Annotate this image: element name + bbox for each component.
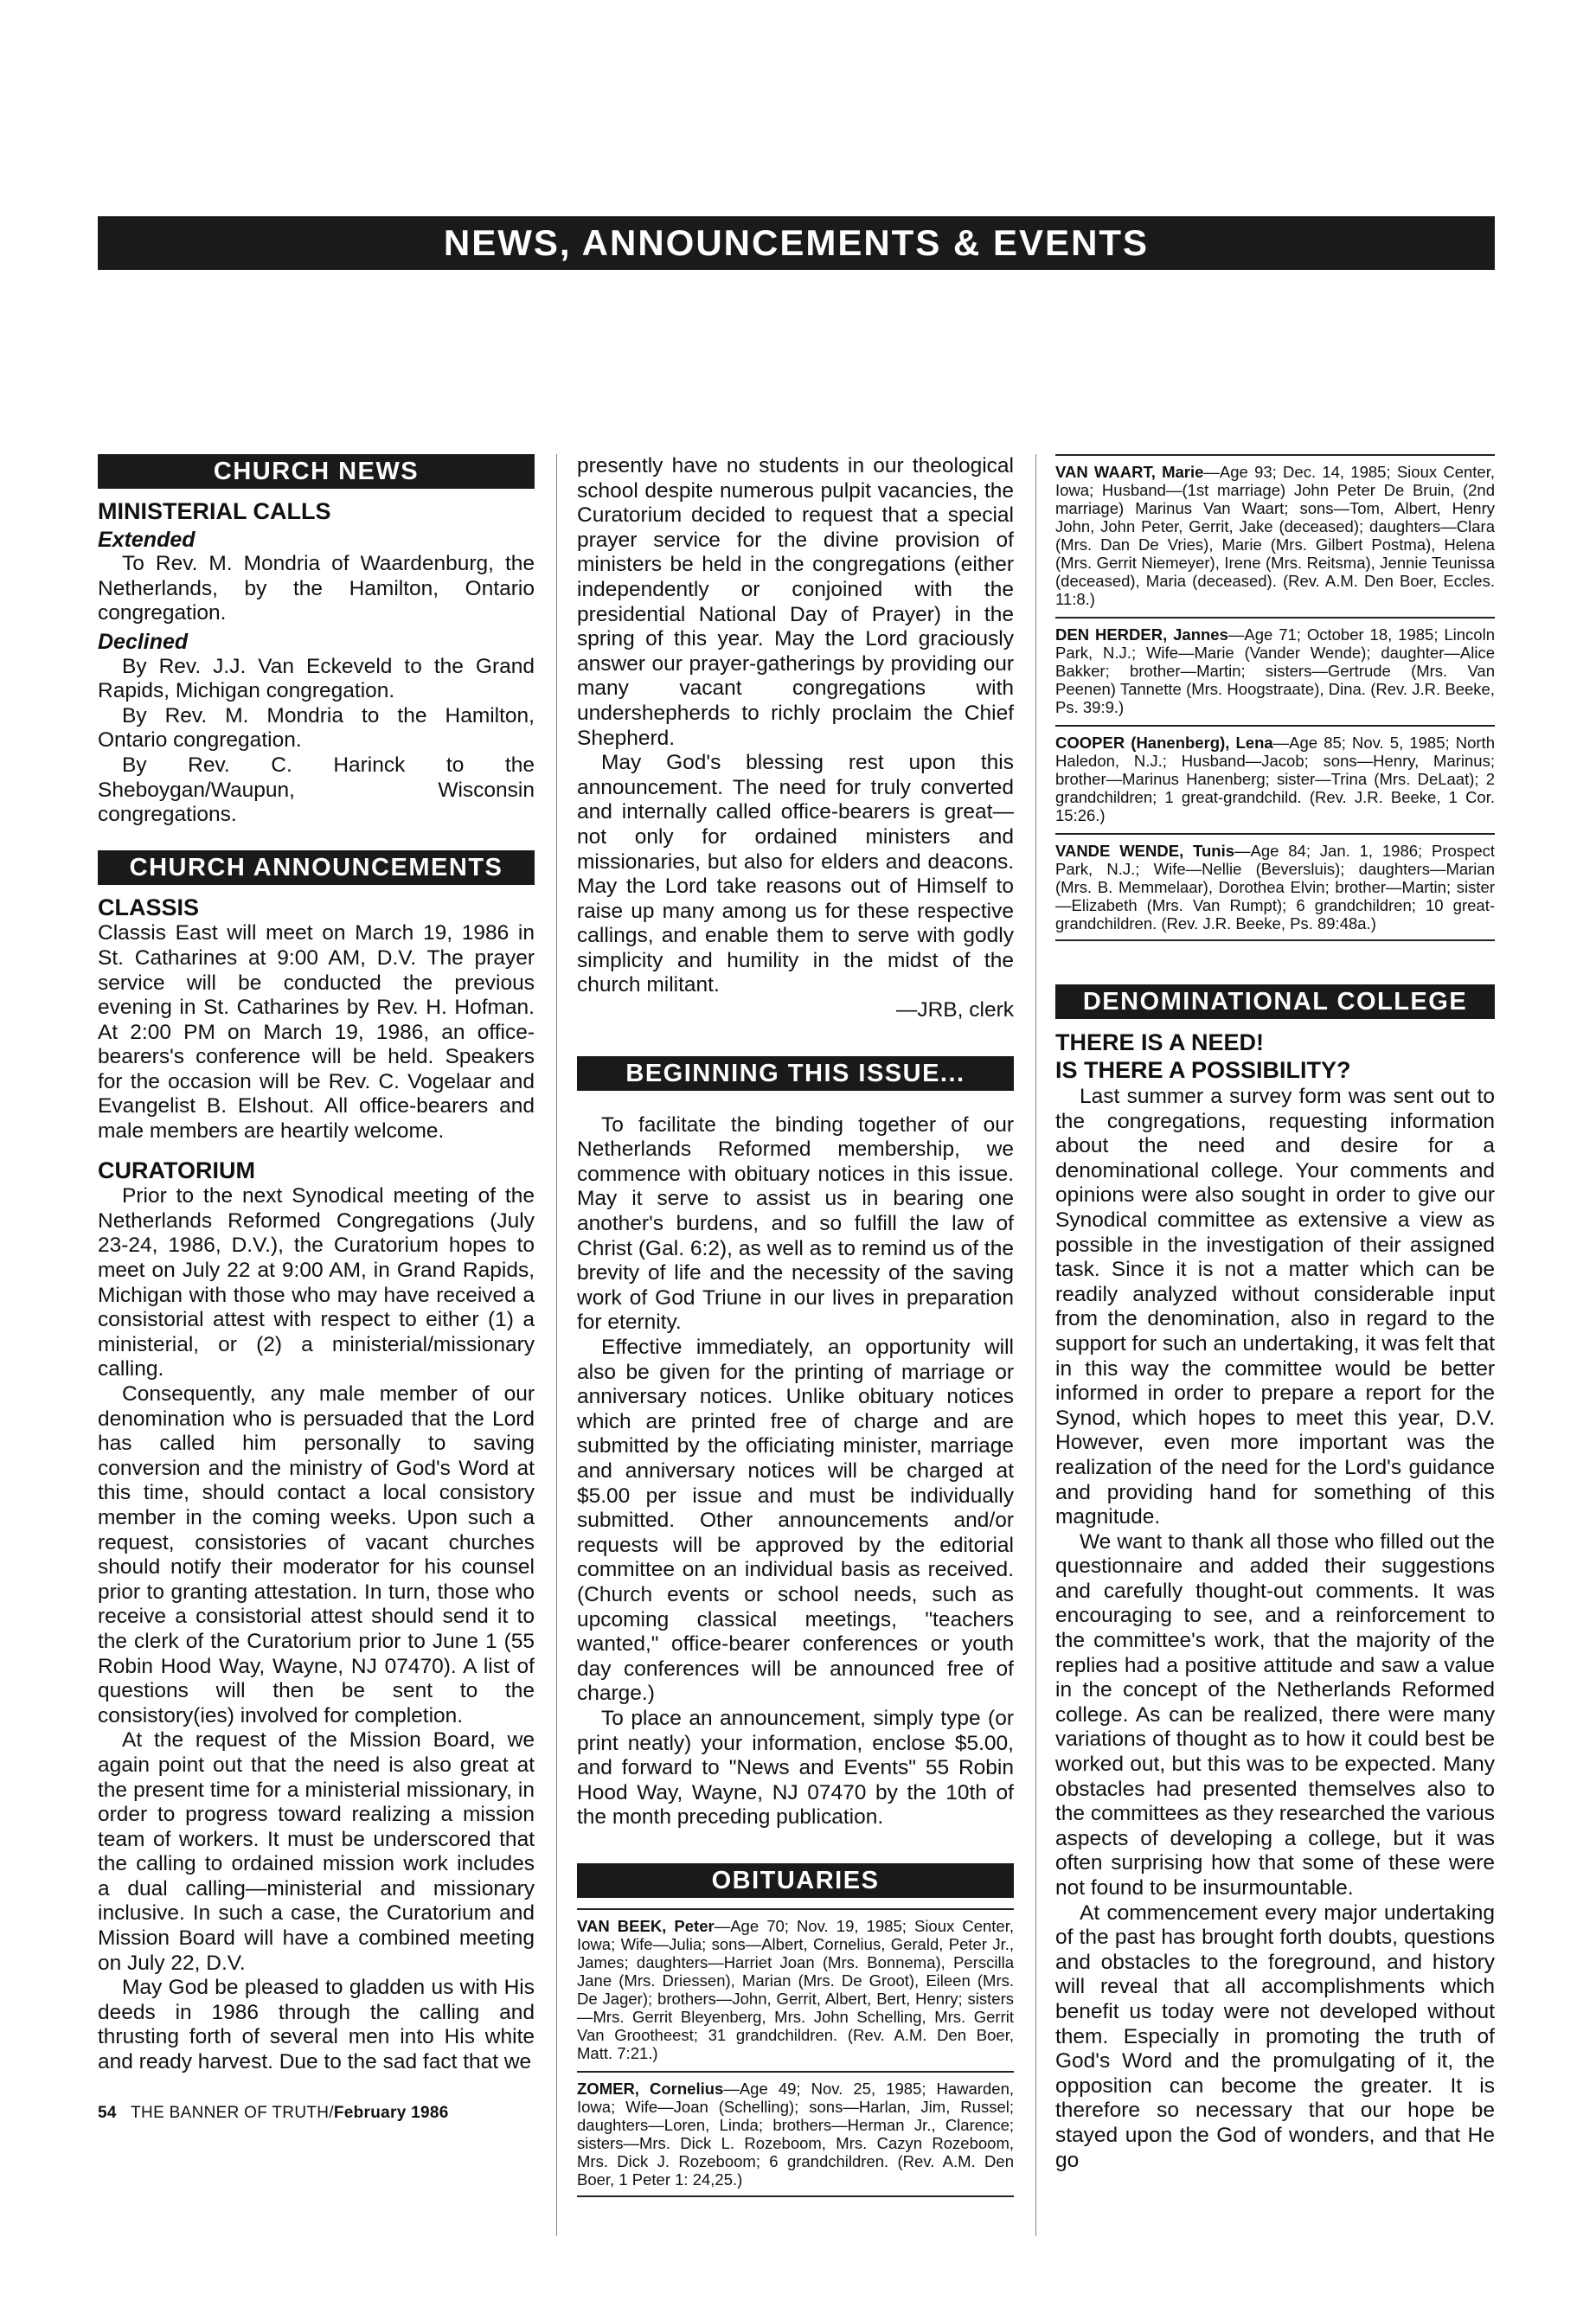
curatorium-paragraph: May God's blessing rest upon this announcement. The need for truly converted and internally called office-bearers is great—not only for ordained ministers and missionaries, but also for elders and deacons. May the Lord take reasons out of Himself to raise up many among us for these respective callings, and enable them to serve with godly simplicity and humility in the midst of the church militant.: [577, 751, 1014, 997]
curatorium-paragraph: At the request of the Mission Board, we again point out that the need is also great at the present time for a ministerial missionary, in order to progress toward realizing a mission team of workers. It must be underscored that the calling to ordained mission work includes a dual calling—ministerial and missionary inclusive. In such a case, the Curatorium and Mission Board will have a combined meeting on July 22, D.V.: [98, 1728, 535, 1975]
obituary-name: VANDE WENDE, Tunis: [1055, 842, 1235, 860]
masthead: NEWS, ANNOUNCEMENTS & EVENTS: [98, 216, 1495, 270]
obituary-text: —Age 49; Nov. 25, 1985; Hawarden, Iowa; Wife—Joan (Schelling); sons—Harlan, Jim, Russel; daughters—Loren, Linda; brothers—Herman Jr., Clarence; sisters—Mrs. Dick L. Rozeboom, Mrs. Cazyn Rozeboom, Mrs. Dick J. Rozeboom; 6 grandchildren. (Rev. A.M. Den Boer, 1 Peter 1: 24,25.): [577, 2079, 1014, 2189]
obituary-name: COOPER (Hanenberg), Lena: [1055, 734, 1273, 752]
obituary-entry: [577, 1908, 1014, 2062]
obituary-entry: [1055, 725, 1495, 824]
obituary-text: —Age 71; October 18, 1985; Lincoln Park, N.J.; Wife—Marie (Vander Wende); daughter—Alice Bakker; brother—Martin; sisters—Gertrude (Mrs. Van Peenen) Tannette (Mrs. Hoogstraate), Dina. (Rev. J.R. Beeke, Ps. 39:9.): [1055, 625, 1495, 716]
ministerial-calls-heading: MINISTERIAL CALLS: [98, 498, 331, 524]
column-1: [98, 454, 535, 2125]
page-number: 54: [98, 2103, 117, 2122]
beginning-paragraph: To place an announcement, simply type (or print neatly) your information, enclose $5.00, and forward to "News and Events" 55 Robin Hood Way, Wayne, NJ 07470 by the 10th of the month preceding publication.: [577, 1706, 1014, 1830]
college-heading: THERE IS A NEED!: [1055, 1029, 1265, 1055]
obituaries-banner: OBITUARIES: [577, 1863, 1014, 1898]
obituary-entry: [1055, 454, 1495, 608]
beginning-this-issue-banner: BEGINNING THIS ISSUE...: [577, 1056, 1014, 1091]
obituary-name: VAN BEEK, Peter: [577, 1916, 715, 1935]
college-paragraph: At commencement every major undertaking of the past has brought forth doubts, questions and obstacles to the foreground, and history will reveal that all accomplishments which benefit us today were not developed without them. Especially in promoting the truth of God's Word and the promulgating of it, the opposition can become the greater. It is therefore so necessary that our hope be stayed upon the God of wonders, and that He go: [1055, 1900, 1495, 2172]
church-news-banner: CHURCH NEWS: [98, 454, 535, 489]
column-divider: [1035, 454, 1036, 2236]
classis-heading: CLASSIS: [98, 894, 200, 920]
curatorium-paragraph: May God be pleased to gladden us with His deeds in 1986 through the calling and thrusting forth of several men into His white and ready harvest. Due to the sad fact that we: [98, 1976, 535, 2074]
issue-date: February 1986: [333, 2103, 449, 2122]
magazine-page: [0, 121, 1596, 2189]
signature: —JRB, clerk: [895, 998, 1014, 1022]
obituary-entry: [577, 2071, 1014, 2197]
obituary-text: —Age 84; Jan. 1, 1986; Prospect Park, N.J.; Wife—Nellie (Beversluis); daughters—Marian (Mrs. B. Memmelaar), Dorothea Elvin; brother—Martin; sister—Elizabeth (Mrs. Van Rumpt); 6 grandchildren; 10 great-grandchildren. (Rev. J.R. Beeke, Ps. 89:48a.): [1055, 842, 1495, 933]
column-3: [1055, 454, 1495, 2173]
beginning-paragraph: To facilitate the binding together of our Netherlands Reformed membership, we commence with obituary notices in this issue. May it serve to assist us in bearing one another's burdens, and so fulfill the law of Christ (Gal. 6:2), as well as to remind us of the brevity of life and the necessity of the saving work of God Triune in our lives in preparation for eternity.: [577, 1112, 1014, 1335]
column-2: [577, 454, 1014, 2197]
declined-item: By Rev. C. Harinck to the Sheboygan/Waupun, Wisconsin congregations.: [98, 753, 535, 827]
college-paragraph: Last summer a survey form was sent out to the congregations, requesting information about the need and desire for a denominational college. Your comments and opinions were also sought in order to give our Synodical committee as extensive a view as possible in the investigation of their assigned task. Since it is not a matter which can be readily analyzed without considerable input from the denomination, also in regard to the support for such an undertaking, it was felt that in this way the committee would be better informed in order to prepare a report for the Synod, which hopes to meet this year, D.V. However, even more important was the realization of the need for the Lord's guidance and providing hand for something of this magnitude.: [1055, 1085, 1495, 1529]
obituary-text: —Age 70; Nov. 19, 1985; Sioux Center, Iowa; Wife—Julia; sons—Albert, Cornelius, Gerald, Peter Jr., James; daughters—Harriet Joan (Mrs. Bonnema), Perscilla Jane (Mrs. Driessen), Marian (Mrs. De Groot), Eileen (Mrs. De Jager); brothers—John, Gerrit, Albert, Bert, Henry; sisters—Mrs. Gerrit Bleyenberg, Mrs. John Schelling, Mrs. Gerrit Van Grootheest; 31 grandchildren. (Rev. A.M. Den Boer, Matt. 7:21.): [577, 1916, 1014, 2062]
page-footer: [98, 2101, 535, 2126]
obituary-name: ZOMER, Cornelius: [577, 2079, 724, 2098]
extended-label: Extended: [98, 527, 195, 552]
beginning-paragraph: Effective immediately, an opportunity will also be given for the printing of marriage or anniversary notices. Unlike obituary notices which are printed free of charge and are submitted by the officiating minister, marriage and anniversary notices will be charged at $5.00 per issue and must be individually submitted. Other announcements and/or requests will be approved by the editorial committee on an individual basis as received. (Church events or school needs, such as upcoming classical meetings, "teachers wanted," office-bearer conferences or youth day conferences will be announced free of charge.): [577, 1336, 1014, 1706]
obituary-name: DEN HERDER, Jannes: [1055, 625, 1228, 644]
college-heading: IS THERE A POSSIBILITY?: [1055, 1057, 1351, 1083]
denominational-college-banner: DENOMINATIONAL COLLEGE: [1055, 984, 1495, 1019]
curatorium-paragraph: Prior to the next Synodical meeting of the Netherlands Reformed Congregations (July 23-24, 1986, D.V.), the Curatorium hopes to meet on July 22 at 9:00 AM, in Grand Rapids, Michigan with those who may have received a consistorial attest with respect to either (1) a ministerial, or (2) a ministerial/missionary calling.: [98, 1184, 535, 1381]
extended-text: To Rev. M. Mondria of Waardenburg, the Netherlands, by the Hamilton, Ontario congregation.: [98, 552, 535, 625]
declined-item: By Rev. J.J. Van Eckeveld to the Grand Rapids, Michigan congregation.: [98, 654, 535, 703]
obituary-text: —Age 93; Dec. 14, 1985; Sioux Center, Iowa; Husband—(1st marriage) John Peter De Bruin, (2nd marriage) Marinus Van Waart; sons—Tom, Albert, Henry John, John Peter, Gerrit, Jake (deceased); daughters—Clara (Mrs. Dan De Vries), Marie (Mrs. Gilbert Postma), Helena (Mrs. Gerrit Niemeyer), Irene (Mrs. Reitsma), Jennie Teunissa (deceased), Maria (deceased). (Rev. A.M. Den Boer, Eccles. 11:8.): [1055, 463, 1495, 608]
obituary-name: VAN WAART, Marie: [1055, 463, 1204, 481]
curatorium-heading: CURATORIUM: [98, 1157, 255, 1183]
curatorium-paragraph: presently have no students in our theological school despite numerous pulpit vacancies, the Curatorium decided to request that a special prayer service for the divine provision of ministers be held in the congregations (either independently or conjoined with the presidential National Day of Prayer) in the spring of this year. May the Lord graciously answer our prayer-gatherings by providing our many vacant congregations with undershepherds to richly proclaim the Chief Shepherd.: [577, 454, 1014, 750]
declined-item: By Rev. M. Mondria to the Hamilton, Ontario congregation.: [98, 703, 535, 753]
classis-text: Classis East will meet on March 19, 1986 in St. Catharines at 9:00 AM, D.V. The prayer service will be conducted the previous evening in St. Catharines by Rev. H. Hofman. At 2:00 PM on March 19, 1986, an office-bearers's conference will be held. Speakers for the occasion will be Rev. C. Vogelaar and Evangelist B. Elshout. All office-bearers and male members are heartily welcome.: [98, 921, 535, 1144]
publication-name: THE BANNER OF TRUTH/: [131, 2103, 334, 2122]
college-paragraph: We want to thank all those who filled out the questionnaire and added their suggestions and carefully thought-out comments. It was encouraging to see, and a reinforcement to the committee's work, that the majority of the replies had a positive attitude and saw a value in the concept of the Netherlands Reformed college. As can be realized, there were many variations of thought as to how it could best be worked out, but this was to be expected. Many obstacles had presented themselves also to the committees as they researched the various aspects of developing a college, but it was often surprising how that some of these were not found to be insurmountable.: [1055, 1529, 1495, 1900]
curatorium-paragraph: Consequently, any male member of our denomination who is persuaded that the Lord has called him personally to saving conversion and the ministry of God's Word at this time, should contact a local consistory member in the coming weeks. Upon such a request, consistories of vacant churches should notify their moderator for his counsel prior to granting attestation. In turn, those who receive a consistorial attest should send it to the clerk of the Curatorium prior to June 1 (55 Robin Hood Way, Wayne, NJ 07470). A list of questions will then be sent to the consistory(ies) involved for completion.: [98, 1382, 535, 1727]
column-divider: [556, 454, 557, 2236]
obituary-entry: [1055, 617, 1495, 716]
declined-label: Declined: [98, 629, 189, 654]
obituary-text: —Age 85; Nov. 5, 1985; North Haledon, N.J.; Husband—Jacob; sons—Henry, Marinus; brother—Marinus Hanenberg; sister—Trina (Mrs. DeLaat); 2 grandchildren; 1 great-grandchild. (Rev. J.R. Beeke, 1 Cor. 15:26.): [1055, 734, 1495, 824]
obituary-entry: [1055, 833, 1495, 941]
church-announcements-banner: CHURCH ANNOUNCEMENTS: [98, 850, 535, 885]
